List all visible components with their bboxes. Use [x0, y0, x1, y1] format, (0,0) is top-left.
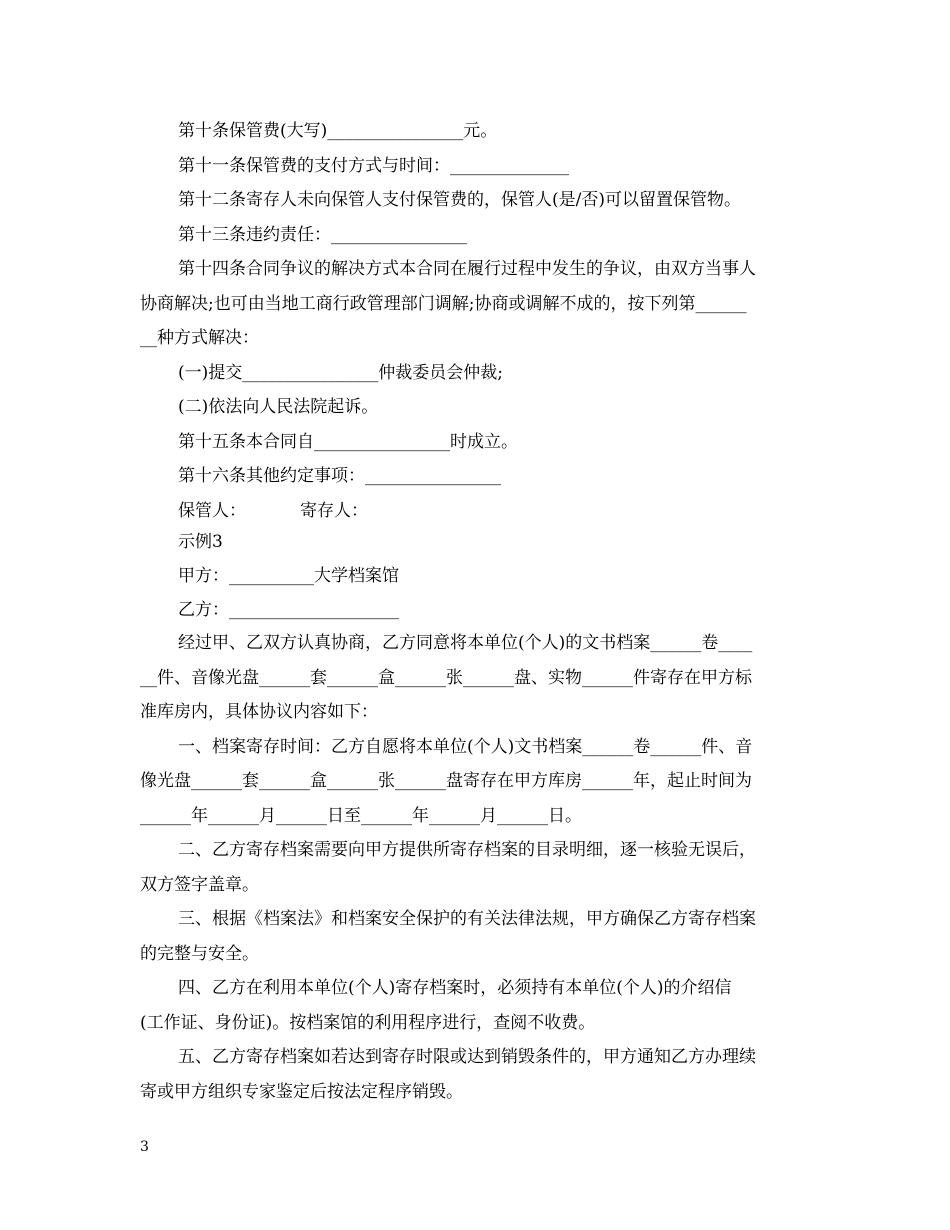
item-2-line-1: 二、乙方寄存档案需要向甲方提供所寄存档案的目录明细，逐一核验无误后， — [178, 840, 756, 860]
item-1-line-2: 像光盘______套______盒______张______盘寄存在甲方库房______年，起止时间为 — [140, 771, 752, 791]
clause-16-other: 第十六条其他约定事项：________________ — [178, 466, 501, 486]
item-4-line-1: 四、乙方在利用本单位(个人)寄存档案时，必须持有本单位(个人)的介绍信 — [178, 978, 732, 998]
item-4-line-2: (工作证、身份证)。按档案馆的利用程序进行，查阅不收费。 — [140, 1013, 596, 1033]
signature-parties: 保管人： 寄存人： — [178, 501, 369, 521]
intro-line-2: __件、音像光盘______套______盒______张______盘、实物______件寄存在甲方标 — [140, 668, 752, 688]
party-a: 甲方：__________大学档案馆 — [178, 566, 399, 586]
item-5-line-2: 寄或甲方组织专家鉴定后按法定程序销毁。 — [140, 1082, 463, 1102]
example-heading: 示例3 — [178, 532, 223, 552]
option-litigation: (二)依法向人民法院起诉。 — [178, 397, 379, 417]
clause-11-payment: 第十一条保管费的支付方式与时间：______________ — [178, 156, 569, 176]
item-1-line-1: 一、档案寄存时间：乙方自愿将本单位(个人)文书档案______卷______件、音 — [178, 737, 753, 757]
item-3-line-2: 的完整与安全。 — [140, 944, 259, 964]
clause-13-liability: 第十三条违约责任：________________ — [178, 225, 467, 245]
item-2-line-2: 双方签字盖章。 — [140, 875, 259, 895]
clause-12-lien: 第十二条寄存人未向保管人支付保管费的，保管人(是/否)可以留置保管物。 — [178, 190, 741, 210]
option-arbitration: (一)提交________________仲裁委员会仲裁; — [178, 363, 503, 383]
item-3-line-1: 三、根据《档案法》和档案安全保护的有关法律法规，甲方确保乙方寄存档案 — [178, 909, 756, 929]
intro-line-1: 经过甲、乙双方认真协商，乙方同意将本单位(个人)的文书档案______卷____ — [178, 633, 753, 653]
party-b: 乙方：____________________ — [178, 600, 399, 620]
clause-15-effective: 第十五条本合同自________________时成立。 — [178, 432, 518, 452]
page-number: 3 — [140, 1139, 149, 1155]
clause-14-dispute-line-1: 第十四条合同争议的解决方式本合同在履行过程中发生的争议，由双方当事人 — [178, 259, 756, 279]
clause-10-fee: 第十条保管费(大写)________________元。 — [178, 121, 498, 141]
clause-14-dispute-line-3: __种方式解决： — [140, 328, 259, 348]
intro-line-3: 准库房内，具体协议内容如下： — [140, 702, 378, 722]
clause-14-dispute-line-2: 协商解决;也可由当地工商行政管理部门调解;协商或调解不成的，按下列第______ — [140, 294, 747, 314]
item-1-line-3: ______年______月______日至______年______月______日。 — [140, 806, 582, 826]
item-5-line-1: 五、乙方寄存档案如若达到寄存时限或达到销毁条件的，甲方通知乙方办理续 — [178, 1047, 756, 1067]
